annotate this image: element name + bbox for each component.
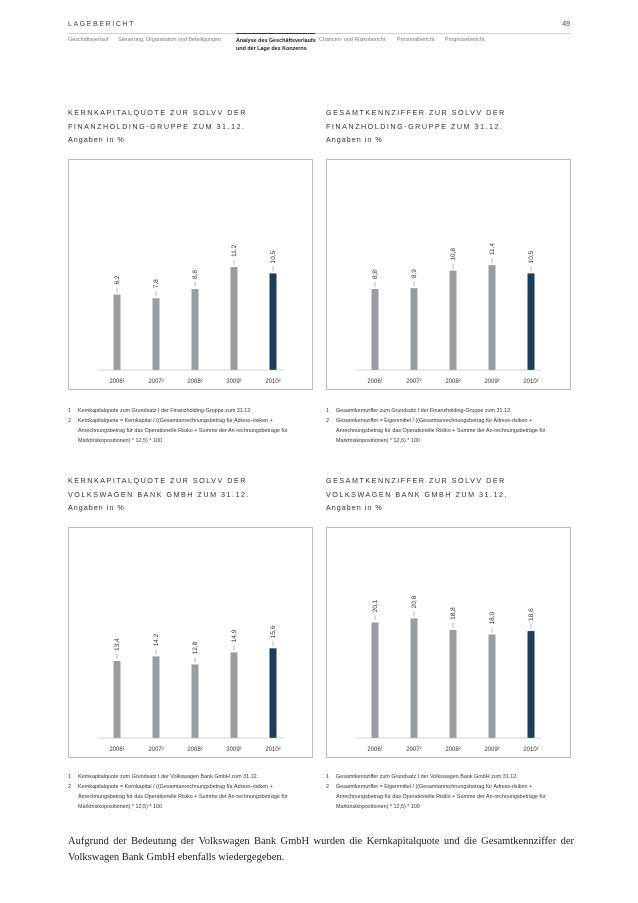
category-label: 2009²	[226, 379, 242, 385]
footnote-number: 1	[68, 408, 71, 414]
chart-panel-3	[68, 474, 313, 814]
chart-title-line1: KERNKAPITALQUOTE ZUR SOLVV DER	[68, 108, 247, 117]
chart-unit: Angaben in %	[68, 135, 125, 144]
bar	[489, 635, 496, 739]
footnote-text: Kernkapitalquote zum Grundsatz I der Finanzholding-Gruppe zum 31.12.	[78, 408, 252, 414]
bar-value-label: 8,8	[192, 269, 200, 280]
footnote-number: 2	[326, 418, 329, 424]
chart-title-line2: FINANZHOLDING-GRUPPE ZUM 31.12.	[68, 122, 246, 131]
bar-chart-gesamtkennziffer-vw-bank	[327, 528, 570, 757]
chart-panel-1	[68, 106, 313, 446]
bar	[489, 265, 496, 370]
chart-title-line1: KERNKAPITALQUOTE ZUR SOLVV DER	[68, 476, 247, 485]
category-label: 2006¹	[109, 379, 125, 385]
bar	[114, 295, 121, 370]
chart-frame	[68, 527, 313, 758]
category-label: 2008²	[187, 379, 203, 385]
bar	[270, 648, 277, 738]
bar-value-label: 15,6	[270, 625, 278, 639]
bar	[270, 273, 277, 370]
footnote-text: Gesamtkennziffer = Eigenmittel / ((Gesamtanrechnungsbetrag für Adress-risiken + Anrechnungsbetrag für das Operationelle Risiko + Summe der An-rechnungsbeträge für Marktrisikopositionen) * 12,5) * 100	[336, 784, 546, 810]
chart-title-line2: VOLKSWAGEN BANK GMBH ZUM 31.12.	[68, 490, 251, 499]
footnote-number: 2	[68, 784, 71, 790]
bar-value-label: 14,9	[231, 629, 239, 643]
bar	[411, 288, 418, 370]
chart-unit: Angaben in %	[326, 503, 383, 512]
bar	[411, 618, 418, 738]
bar	[114, 661, 121, 738]
category-label: 2007²	[148, 379, 164, 385]
bar-chart-kernkapital-finanzholding	[69, 160, 312, 389]
category-label: 2007²	[406, 379, 422, 385]
footnote-text: Kernkapitalquote = Kernkapital / ((Gesamtanrechnungsbetrag für Adress-risiken + Anrechnungsbetrag für das Operationelle Risiko + Summe der An-rechnungsbeträge für Marktrisikopositionen) * 12,5) * 100	[78, 784, 288, 810]
bar-value-label: 11,4	[489, 242, 497, 256]
bar	[153, 656, 160, 738]
bar-value-label: 10,8	[450, 247, 458, 261]
footnote-number: 1	[326, 774, 329, 780]
category-label: 2010²	[523, 379, 539, 385]
nav-item-analyse-line2: und der Lage des Konzerns	[236, 46, 307, 52]
bar-value-label: 18,0	[489, 611, 497, 625]
nav-item-analyse[interactable]	[236, 37, 316, 53]
bar-value-label: 14,2	[153, 633, 161, 647]
chart-panel-2	[326, 106, 571, 446]
category-label: 2008²	[445, 379, 461, 385]
chart-title-line2: VOLKSWAGEN BANK GMBH ZUM 31.12.	[326, 490, 509, 499]
nav-item-chancen[interactable]: Chancen- und Risikobericht	[319, 37, 386, 43]
header-rule	[68, 33, 570, 34]
chart-frame	[68, 159, 313, 390]
category-label: 2008²	[445, 747, 461, 753]
footnote-number: 1	[68, 774, 71, 780]
bar-value-label: 10,5	[528, 250, 536, 264]
nav-item-geschaeftsverlauf[interactable]: Geschäftsverlauf	[68, 37, 109, 43]
category-label: 2010²	[523, 747, 539, 753]
chart-unit: Angaben in %	[326, 135, 383, 144]
category-label: 2009²	[226, 747, 242, 753]
bar	[450, 271, 457, 370]
nav-item-personal[interactable]: Personalbericht	[397, 37, 435, 43]
nav-active-indicator	[236, 33, 315, 34]
bar-value-label: 12,8	[192, 641, 200, 655]
footnote-text: Gesamtkennziffer = Eigenmittel / ((Gesamtanrechnungsbetrag für Adress-risiken + Anrechnungsbetrag für das Operationelle Risiko + Summe der An-rechnungsbeträge für Marktrisikopositionen) * 12,5) * 100	[336, 418, 546, 444]
bar	[231, 267, 238, 370]
category-label: 2008²	[187, 747, 203, 753]
category-label: 2009²	[484, 379, 500, 385]
footnote-text: Kernkapitalquote = Kernkapital / ((Gesamtanrechnungsbetrag für Adress-risiken + Anrechnungsbetrag für das Operationelle Risiko + Summe der An-rechnungsbeträge für Marktrisikopositionen) * 12,5) * 100	[78, 418, 288, 444]
chart-panel-4	[326, 474, 571, 814]
category-label: 2006¹	[367, 379, 383, 385]
bar-value-label: 8,8	[372, 269, 380, 280]
footnote-number: 2	[326, 784, 329, 790]
chart-frame	[326, 159, 571, 390]
bar-value-label: 8,2	[114, 275, 122, 285]
bar	[450, 630, 457, 738]
footnote-text: Gesamtkennziffer zum Grundsatz I der Finanzholding-Gruppe zum 31.12.	[336, 408, 512, 414]
bar-chart-gesamtkennziffer-finanzholding	[327, 160, 570, 389]
nav-item-steuerung[interactable]: Steuerung, Organisation und Beteiligungen	[118, 37, 222, 43]
footnote-text: Gesamtkennziffer zum Grundsatz I der Volkswagen Bank GmbH zum 31.12.	[336, 774, 518, 780]
category-label: 2010²	[265, 747, 281, 753]
nav-item-prognose[interactable]: Prognosebericht	[445, 37, 485, 43]
bar-value-label: 18,6	[528, 608, 536, 622]
body-paragraph: Aufgrund der Bedeutung der Volkswagen Bank GmbH wurden die Kernkapitalquote und die Gesamtkennziffer der Volkswagen Bank GmbH ebenfalls wiedergegeben.	[68, 836, 574, 863]
bar	[528, 631, 535, 738]
chart-title-line1: GESAMTKENNZIFFER ZUR SOLVV DER	[326, 476, 506, 485]
chart-frame	[326, 527, 571, 758]
bar-chart-kernkapital-vw-bank	[69, 528, 312, 757]
section-title: LAGEBERICHT	[68, 21, 135, 28]
bar-value-label: 7,8	[153, 279, 161, 289]
bar	[153, 298, 160, 370]
bar	[192, 664, 199, 738]
bar	[372, 289, 379, 370]
bar-value-label: 20,1	[372, 599, 380, 613]
bar-value-label: 8,9	[411, 269, 419, 279]
footnote-number: 2	[68, 418, 71, 424]
category-label: 2006¹	[367, 747, 383, 753]
category-label: 2007²	[148, 747, 164, 753]
bar	[192, 289, 199, 370]
chart-title-line2: FINANZHOLDING-GRUPPE ZUM 31.12.	[326, 122, 504, 131]
bar-value-label: 13,4	[114, 638, 122, 651]
bar	[528, 273, 535, 370]
bar-value-label: 10,5	[270, 250, 278, 264]
footnote-text: Kernkapitalquote zum Grundsatz I der Volkswagen Bank GmbH zum 31.12.	[78, 774, 259, 780]
chart-unit: Angaben in %	[68, 503, 125, 512]
nav-item-analyse-line1: Analyse des Geschäftsverlaufs	[236, 38, 316, 44]
page-number: 49	[562, 21, 570, 28]
bar	[372, 622, 379, 738]
category-label: 2006¹	[109, 747, 125, 753]
footnote-number: 1	[326, 408, 329, 414]
bar-value-label: 18,8	[450, 607, 458, 620]
bar-value-label: 11,2	[231, 244, 239, 257]
category-label: 2007²	[406, 747, 422, 753]
category-label: 2010²	[265, 379, 281, 385]
category-label: 2009²	[484, 747, 500, 753]
bar	[231, 652, 238, 738]
bar-value-label: 20,8	[411, 595, 419, 609]
chart-title-line1: GESAMTKENNZIFFER ZUR SOLVV DER	[326, 108, 506, 117]
